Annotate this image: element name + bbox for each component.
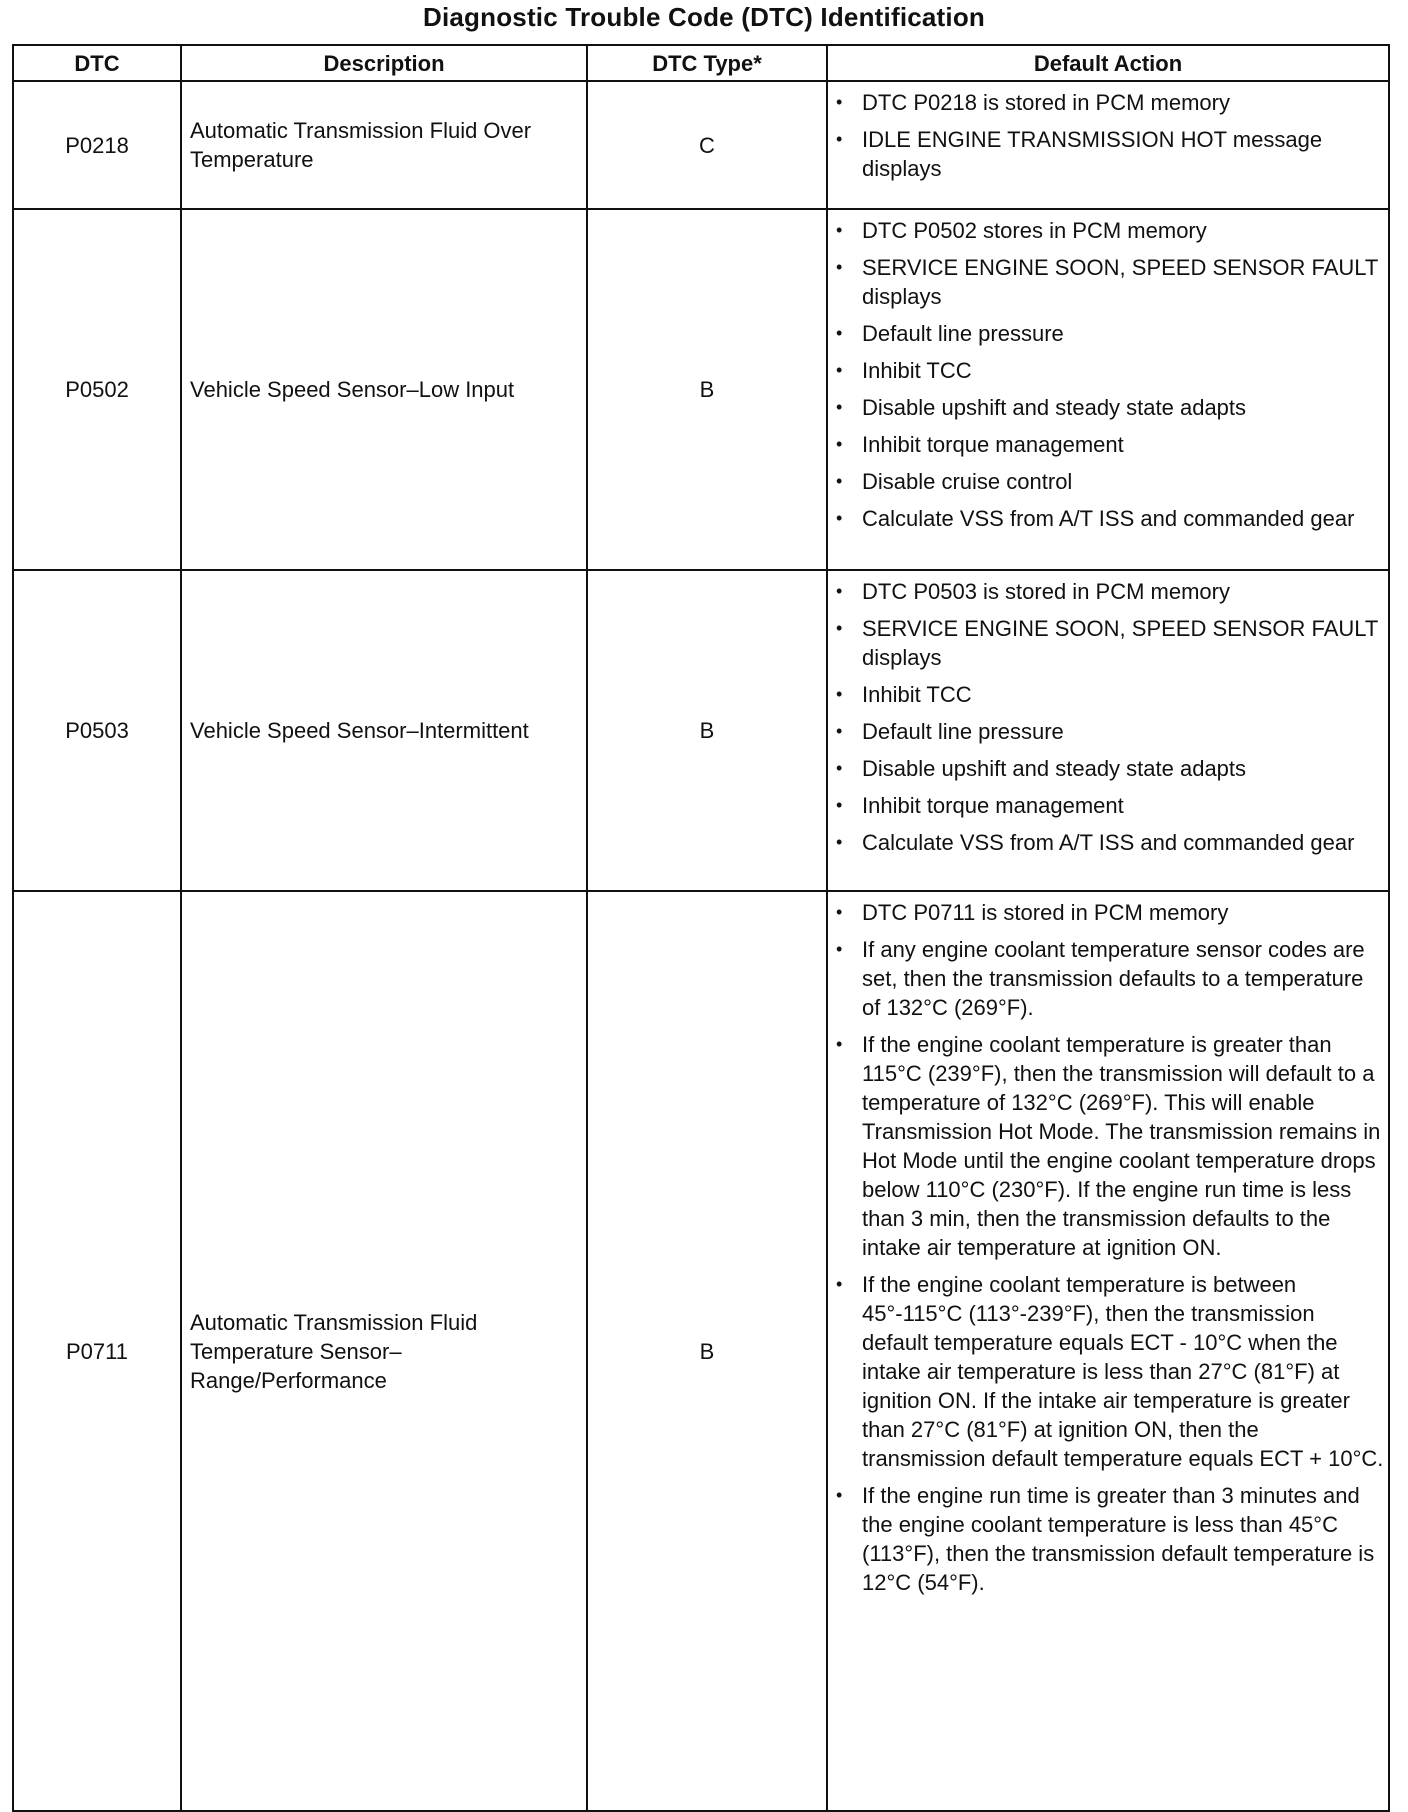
action-item: • If the engine run time is greater than 3 minutes and the engine coolant temperature is less than 45°C (113°F), then the transmission default temperature is 12°C (54°F). <box>862 1481 1384 1597</box>
table-row <box>13 81 1389 209</box>
action-item: • If any engine coolant temperature sensor codes are set, then the transmission defaults to a temperature of 132°C (269°F). <box>862 935 1384 1022</box>
action-item: • Calculate VSS from A/T ISS and commanded gear <box>862 504 1384 533</box>
action-item: • Default line pressure <box>862 319 1384 348</box>
dtc-description: Vehicle Speed Sensor–Low Input <box>181 209 587 570</box>
page-title: Diagnostic Trouble Code (DTC) Identification <box>422 2 986 32</box>
table-row <box>13 209 1389 570</box>
action-item: • Inhibit TCC <box>862 356 1384 385</box>
dtc-type: B <box>587 570 827 891</box>
table-header-row <box>13 45 1389 81</box>
action-item: • Inhibit TCC <box>862 680 1384 709</box>
action-item: • If the engine coolant temperature is between 45°-115°C (113°-239°F), then the transmission default temperature equals ECT - 10°C when the intake air temperature is less than 27°C (81°F) at ignition ON. If the intake air temperature is greater than 27°C (81°F) at ignition ON, then the transmission default temperature equals ECT + 10°C. <box>862 1270 1384 1473</box>
dtc-type: B <box>587 891 827 1811</box>
action-list <box>862 216 1384 533</box>
action-item: • DTC P0503 is stored in PCM memory <box>862 577 1384 606</box>
action-item: • Default line pressure <box>862 717 1384 746</box>
action-list <box>862 898 1384 1597</box>
action-item: • Disable upshift and steady state adapts <box>862 754 1384 783</box>
action-item: • SERVICE ENGINE SOON, SPEED SENSOR FAULT displays <box>862 253 1384 311</box>
dtc-type: C <box>587 81 827 209</box>
action-item: • DTC P0502 stores in PCM memory <box>862 216 1384 245</box>
column-header-type: DTC Type* <box>587 45 827 81</box>
action-item: • Inhibit torque management <box>862 791 1384 820</box>
action-list <box>862 577 1384 857</box>
action-item: • Inhibit torque management <box>862 430 1384 459</box>
action-list <box>862 88 1384 183</box>
dtc-code: P0503 <box>13 570 181 891</box>
dtc-code: P0711 <box>13 891 181 1811</box>
dtc-description: Automatic Transmission Fluid Temperature Sensor–Range/Performance <box>181 891 587 1811</box>
action-item: • DTC P0218 is stored in PCM memory <box>862 88 1384 117</box>
column-header-description: Description <box>181 45 587 81</box>
action-item: • Disable upshift and steady state adapts <box>862 393 1384 422</box>
default-action <box>827 891 1389 1811</box>
action-item: • Calculate VSS from A/T ISS and commanded gear <box>862 828 1384 857</box>
column-header-action: Default Action <box>827 45 1389 81</box>
action-item: • Disable cruise control <box>862 467 1384 496</box>
action-item: • If the engine coolant temperature is greater than 115°C (239°F), then the transmission will default to a temperature of 132°C (269°F). This will enable Transmission Hot Mode. The transmission remains in Hot Mode until the engine coolant temperature drops below 110°C (230°F). If the engine run time is less than 3 min, then the transmission defaults to the intake air temperature at ignition ON. <box>862 1030 1384 1262</box>
dtc-description: Vehicle Speed Sensor–Intermittent <box>181 570 587 891</box>
action-item: • DTC P0711 is stored in PCM memory <box>862 898 1384 927</box>
default-action <box>827 209 1389 570</box>
dtc-code: P0502 <box>13 209 181 570</box>
default-action <box>827 81 1389 209</box>
default-action <box>827 570 1389 891</box>
dtc-description: Automatic Transmission Fluid Over Temperature <box>181 81 587 209</box>
dtc-code: P0218 <box>13 81 181 209</box>
table-row <box>13 891 1389 1811</box>
action-item: • IDLE ENGINE TRANSMISSION HOT message displays <box>862 125 1384 183</box>
dtc-table <box>12 44 1390 1812</box>
action-item: • SERVICE ENGINE SOON, SPEED SENSOR FAULT displays <box>862 614 1384 672</box>
table-row <box>13 570 1389 891</box>
column-header-dtc: DTC <box>13 45 181 81</box>
dtc-type: B <box>587 209 827 570</box>
